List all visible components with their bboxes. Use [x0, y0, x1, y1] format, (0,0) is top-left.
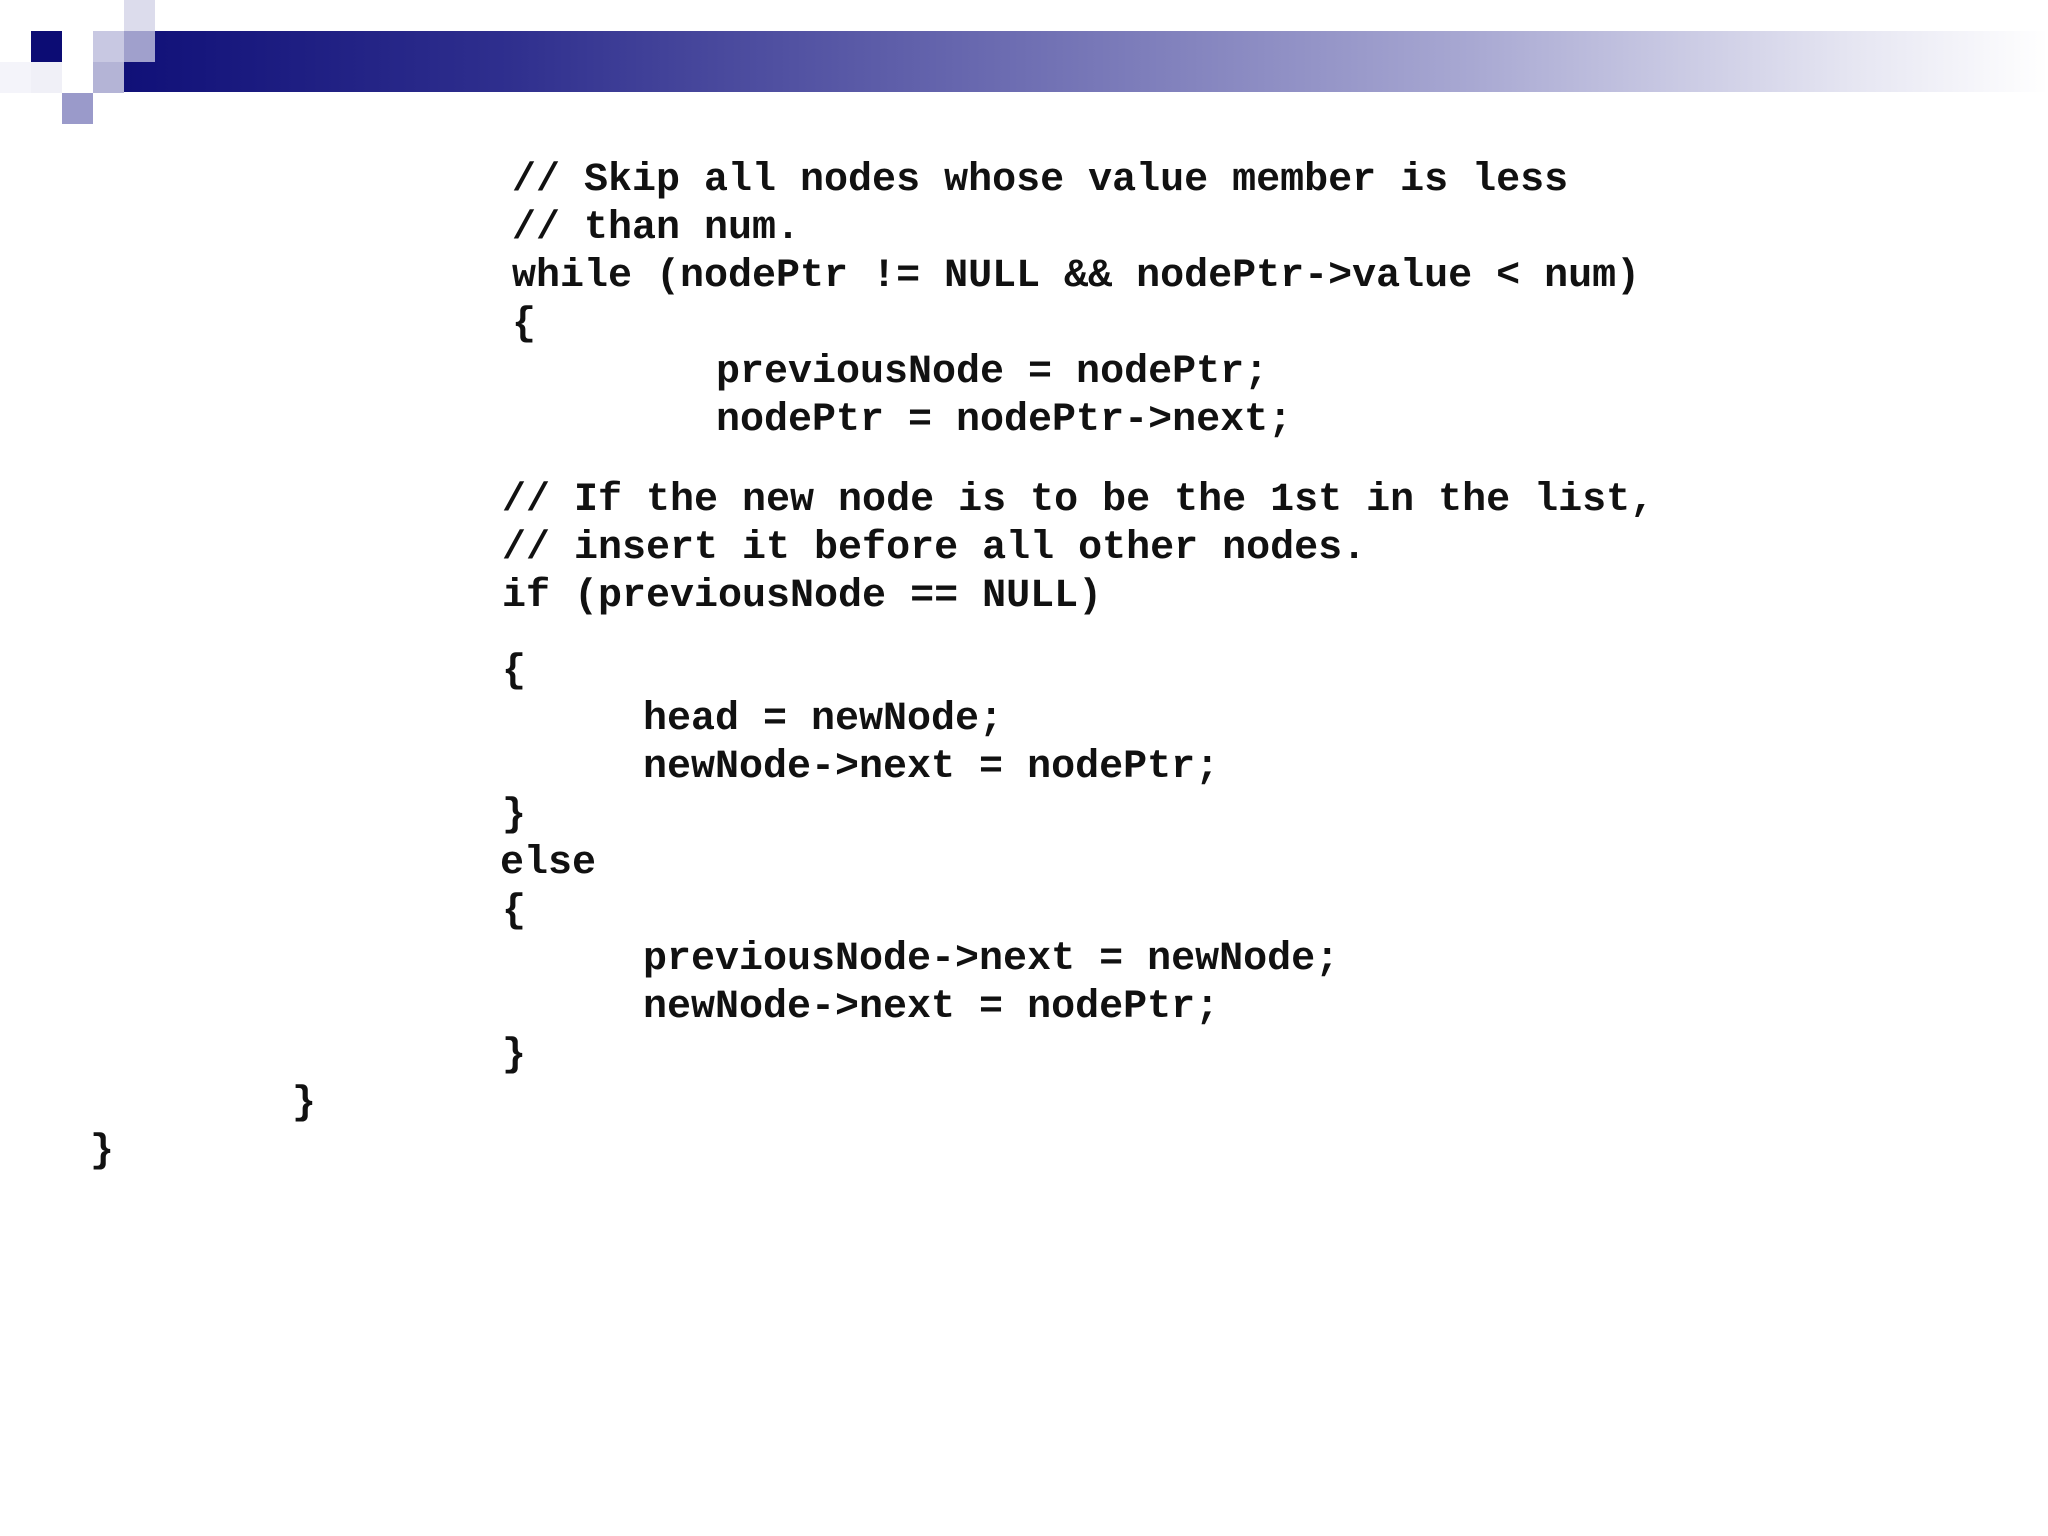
code-line: { [502, 889, 527, 934]
code-line: } [502, 793, 527, 838]
code-line: nodePtr = nodePtr->next; [716, 398, 1293, 443]
code-line: { [512, 302, 537, 347]
code-line: // insert it before all other nodes. [502, 526, 1367, 571]
code-line: previousNode->next = newNode; [643, 937, 1340, 982]
code-line: previousNode = nodePtr; [716, 350, 1269, 395]
code-line: } [502, 1033, 527, 1078]
code-line: } [292, 1081, 317, 1126]
code-line: newNode->next = nodePtr; [643, 745, 1220, 790]
code-line: // Skip all nodes whose value member is less [512, 158, 1569, 203]
code-line: while (nodePtr != NULL && nodePtr->value < num) [512, 254, 1641, 299]
code-line: else [500, 841, 597, 886]
code-line: // than num. [512, 206, 801, 251]
code-line: if (previousNode == NULL) [502, 574, 1103, 619]
code-line: { [502, 649, 527, 694]
code-line: } [90, 1129, 115, 1174]
code-line: head = newNode; [643, 697, 1004, 742]
code-line: // If the new node is to be the 1st in the list, [502, 478, 1655, 523]
code-line: newNode->next = nodePtr; [643, 985, 1220, 1030]
